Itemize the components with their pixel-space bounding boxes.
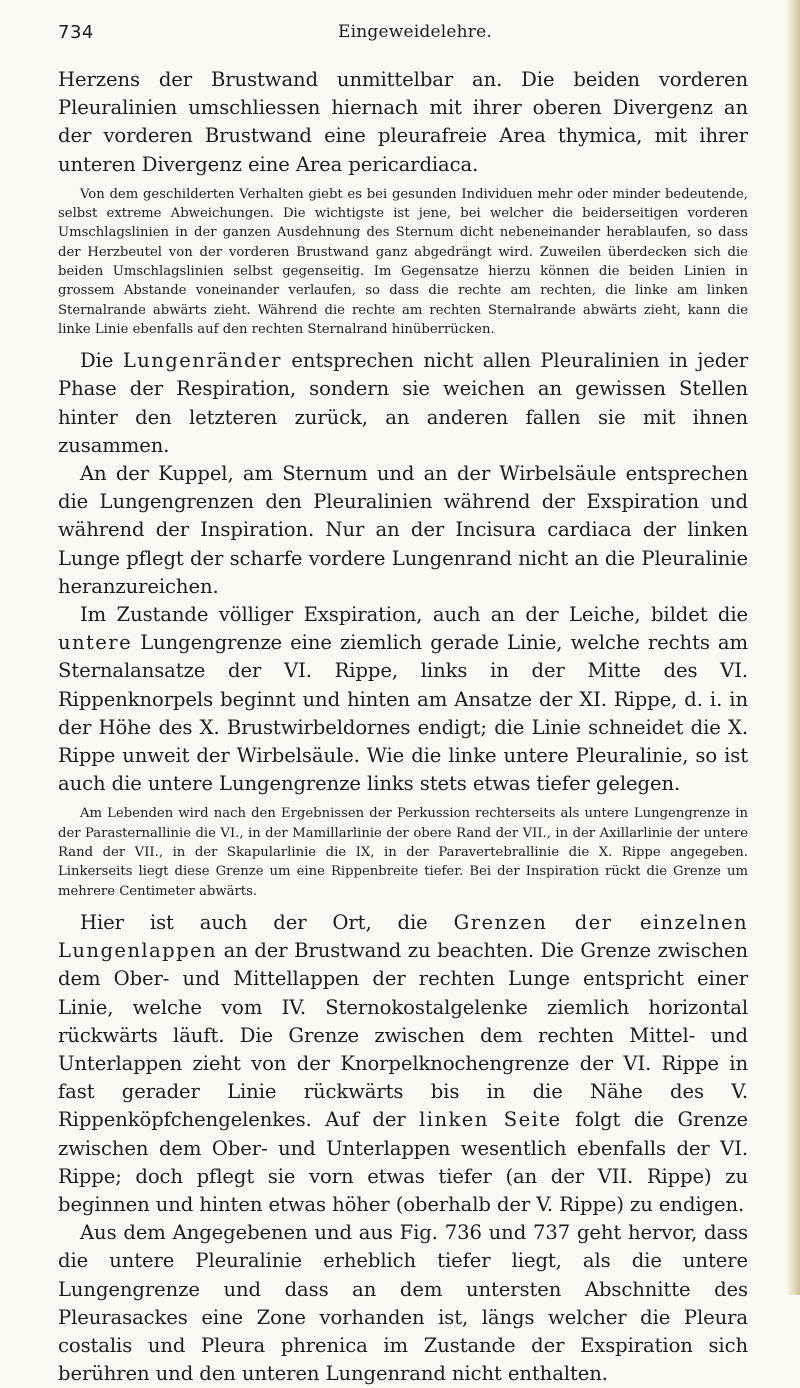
paragraph-pleurasack: Aus dem Angegebenen und aus Fig. 736 und 737 geht hervor, dass die untere Pleuralinie erheblich tiefer liegt, als die untere Lungengrenze und dass an dem untersten Abschnitte des Pleurasackes eine Zone vorhanden ist, längs welcher die Pleura costalis und Pleura phrenica im Zustande der Exspiration sich berühren und den unteren Lungenrand nicht enthalten. <box>58 1221 748 1386</box>
paragraph-untere-lungengrenze <box>58 601 748 798</box>
text-run: Die <box>80 349 123 373</box>
running-head: Eingeweidelehre. <box>338 22 492 42</box>
text-run: entsprechen nicht allen Pleuralinien in jeder Phase der Respiration, sondern sie weichen an gewissen Stellen hinter den letzteren zurück, an anderen fallen sie mit ihnen zusammen. <box>58 349 748 457</box>
spaced-term-linke-seite: linken Seite <box>419 1108 562 1132</box>
note-abweichungen: Von dem geschilderten Verhalten giebt es bei gesunden Individuen mehr oder minder bedeutende, selbst extreme Abweichungen. Die wichtigste ist jene, bei welcher die beiderseitigen vorderen Umschlagslinien in der ganzen Ausdehnung des Sternum dicht nebeneinander herablaufen, so dass der Herzbeutel von der vorderen Brustwand ganz abgedrängt wird. Zuweilen überdecken sich die beiden Umschlagslinien selbst gegenseitig. Im Gegensatze hierzu können die beiden Linien in grossem Abstande voneinander verlaufen, so dass die rechte am rechten, die linke am linken Sternalrande abwärts zieht. Während die rechte am rechten Sternalrande abwärts zieht, kann die linke Linie ebenfalls auf den rechten Sternalrand hinüberrücken. <box>58 186 748 337</box>
note-perkussion: Am Lebenden wird nach den Ergebnissen der Perkussion rechterseits als untere Lungengrenze in der Parasternallinie die VI., in der Mamillarlinie der obere Rand der VII., in der Axillarlinie der untere Rand der VII., in der Skapularlinie die IX, in der Paravertebrallinie die X. Rippe angegeben. Linkerseits liegt diese Grenze um eine Rippenbreite tiefer. Bei der Inspiration rückt die Grenze um mehrere Centimeter abwärts. <box>58 806 748 899</box>
page-number: 734 <box>58 22 94 43</box>
spaced-term-untere: untere <box>58 631 133 655</box>
paragraph-area-thymica: Herzens der Brustwand unmittelbar an. Die beiden vorderen Pleuralinien umschliessen hiernach mit ihrer oberen Divergenz an der vorderen Brustwand eine pleurafreie Area thymica, mit ihrer unteren Divergenz eine Area pericardiaca. <box>58 68 748 176</box>
text-run: an der Brustwand zu beachten. Die Grenze zwischen dem Ober- und Mittellappen der rechten Lunge entspricht einer Linie, welche vom IV. Sternokostalgelenke ziemlich horizontal rückwärts läuft. Die Grenze zwischen dem rechten Mittel- und Unterlappen zieht von der Knorpelknochengrenze der VI. Rippe in fast gerader Linie rückwärts bis in die Nähe des V. Rippenköpfchengelenkes. Auf der <box>58 939 748 1132</box>
page-edge-shadow <box>786 0 800 1295</box>
paragraph-lungenraender <box>58 347 748 460</box>
spaced-term-lungenraender: Lungenränder <box>122 349 282 373</box>
text-run: Im Zustande völliger Exspiration, auch an der Leiche, bildet die <box>80 603 748 627</box>
spaced-term-grenzen: Grenzen der einzelnen Lungenlappen <box>58 910 748 963</box>
paragraph-lungenlappen <box>58 909 748 1219</box>
text-run: folgt die Grenze zwischen dem Ober- und Unterlappen wesentlich ebenfalls der VI. Rippe; doch pflegt sie vorn etwas tiefer (an der VII. Rippe) zu beginnen und hinten etwas höher (oberhalb der V. Rippe) zu endigen. <box>58 1108 748 1216</box>
text-run: Hier ist auch der Ort, die <box>80 910 454 934</box>
page-header <box>58 22 748 48</box>
text-run: Lungengrenze eine ziemlich gerade Linie, welche rechts am Sternalansatze der VI. Rippe, links in der Mitte des VI. Rippenknorpels beginnt und hinten am Ansatze der XI. Rippe, d. i. in der Höhe des X. Brustwirbeldornes endigt; die Linie schneidet die X. Rippe unweit der Wirbelsäule. Wie die linke untere Pleuralinie, so ist auch die untere Lungengrenze links stets etwas tiefer gelegen. <box>58 631 748 796</box>
paragraph-kuppel: An der Kuppel, am Sternum und an der Wirbelsäule entsprechen die Lungengrenzen den Pleuralinien während der Exspiration und während der Inspiration. Nur an der Incisura cardiaca der linken Lunge pflegt der scharfe vordere Lungenrand nicht an die Pleuralinie heranzureichen. <box>58 462 748 598</box>
